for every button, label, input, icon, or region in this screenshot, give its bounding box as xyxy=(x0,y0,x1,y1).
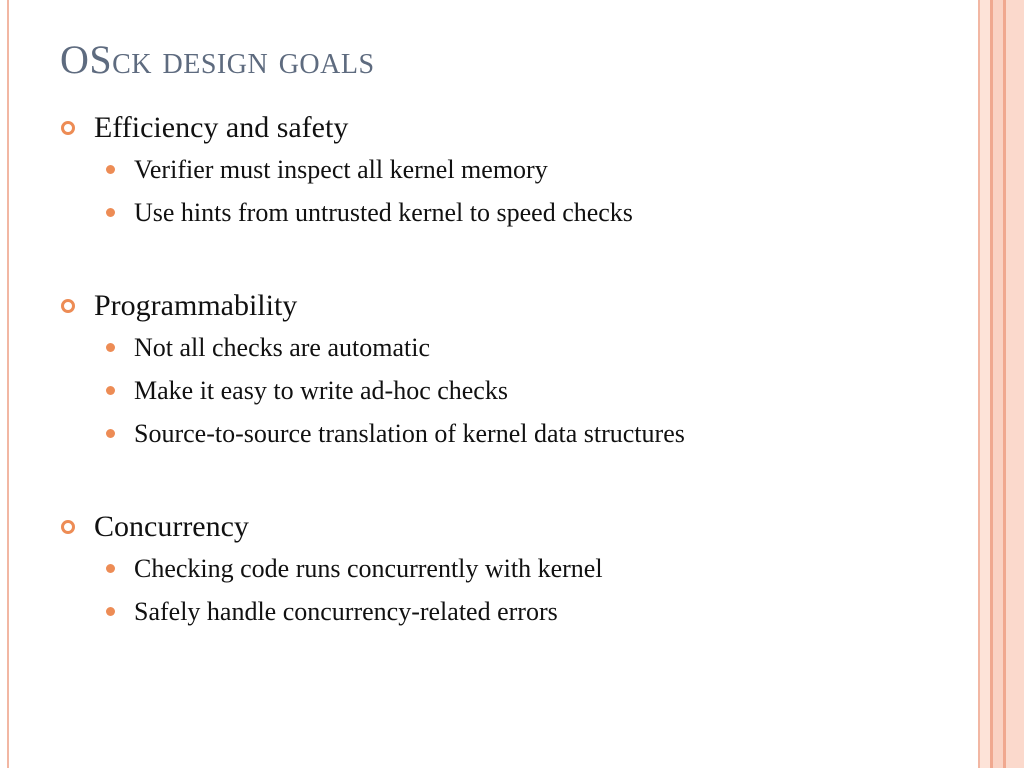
left-border-rule xyxy=(7,0,9,768)
section-spacer xyxy=(60,238,960,286)
dot-bullet-icon xyxy=(106,386,115,395)
list-item xyxy=(60,551,960,594)
section-concurrency xyxy=(60,507,960,637)
list-item xyxy=(60,330,960,373)
ring-bullet-icon xyxy=(61,121,75,135)
list-item xyxy=(60,373,960,416)
section-heading-text: Concurrency xyxy=(94,510,249,543)
stripe xyxy=(980,0,990,768)
list-item xyxy=(60,195,960,238)
dot-bullet-icon xyxy=(106,165,115,174)
dot-bullet-icon xyxy=(106,343,115,352)
list-item-text: Checking code runs concurrently with kernel xyxy=(134,554,603,583)
section-heading-text: Programmability xyxy=(94,289,298,322)
list-item-text: Verifier must inspect all kernel memory xyxy=(134,155,548,184)
right-decorative-stripes xyxy=(978,0,1024,768)
stripe xyxy=(1006,0,1024,768)
section-spacer xyxy=(60,459,960,507)
section-efficiency xyxy=(60,108,960,238)
list-item-text: Use hints from untrusted kernel to speed checks xyxy=(134,198,633,227)
list-item xyxy=(60,152,960,195)
list-item xyxy=(60,594,960,637)
section-heading xyxy=(60,108,960,152)
dot-bullet-icon xyxy=(106,564,115,573)
section-heading-text: Efficiency and safety xyxy=(94,111,349,144)
list-item xyxy=(60,416,960,459)
stripe xyxy=(993,0,1003,768)
section-heading xyxy=(60,286,960,330)
slide-title: OSck design goals xyxy=(60,37,375,82)
list-item-text: Safely handle concurrency-related errors xyxy=(134,597,558,626)
section-programmability xyxy=(60,286,960,459)
ring-bullet-icon xyxy=(61,520,75,534)
slide-content xyxy=(60,108,960,637)
dot-bullet-icon xyxy=(106,607,115,616)
section-heading xyxy=(60,507,960,551)
dot-bullet-icon xyxy=(106,208,115,217)
list-item-text: Make it easy to write ad-hoc checks xyxy=(134,376,508,405)
list-item-text: Source-to-source translation of kernel data structures xyxy=(134,419,685,448)
dot-bullet-icon xyxy=(106,429,115,438)
ring-bullet-icon xyxy=(61,299,75,313)
list-item-text: Not all checks are automatic xyxy=(134,333,430,362)
